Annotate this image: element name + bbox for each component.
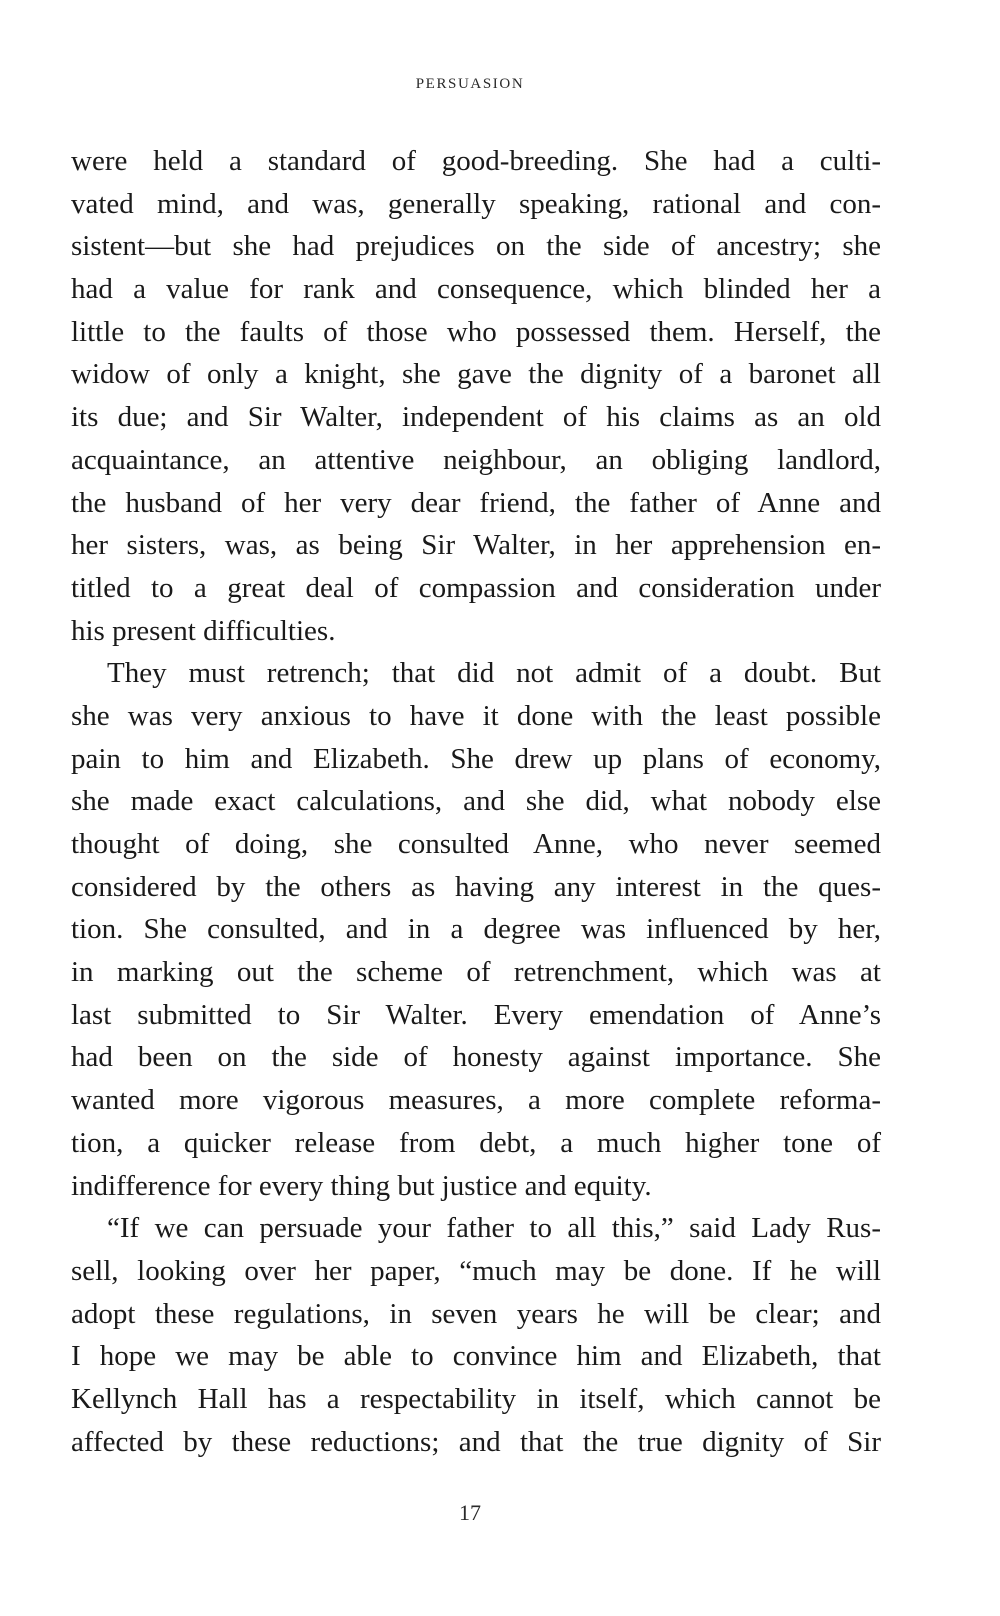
text-line: its due; and Sir Walter, independent of his claims as an old <box>71 401 881 434</box>
text-line: sell, looking over her paper, “much may be done. If he will <box>71 1254 881 1287</box>
text-line: wanted more vigorous measures, a more complete reforma- <box>71 1084 881 1117</box>
running-head: PERSUASION <box>415 76 525 92</box>
page-number: 17 <box>459 1500 481 1525</box>
text-line: affected by these reductions; and that the true dignity of Sir <box>71 1425 881 1458</box>
paragraph-start-line: They must retrench; that did not admit of a doubt. But <box>107 657 881 690</box>
text-line: considered by the others as having any interest in the ques- <box>71 870 881 903</box>
text-line: had been on the side of honesty against importance. She <box>71 1041 881 1074</box>
text-line: last submitted to Sir Walter. Every emendation of Anne’s <box>71 998 881 1031</box>
text-line: indifference for every thing but justice and equity. <box>71 1169 652 1202</box>
text-line: she made exact calculations, and she did, what nobody else <box>71 785 881 818</box>
text-line: adopt these regulations, in seven years he will be clear; and <box>71 1297 881 1330</box>
text-line: thought of doing, she consulted Anne, who never seemed <box>71 828 881 860</box>
text-line: her sisters, was, as being Sir Walter, in her apprehension en- <box>71 529 881 562</box>
text-line: titled to a great deal of compassion and consideration under <box>71 571 881 604</box>
text-line: vated mind, and was, generally speaking, rational and con- <box>71 187 881 220</box>
text-line: in marking out the scheme of retrenchment, which was at <box>71 956 881 989</box>
text-line: the husband of her very dear friend, the father of Anne and <box>71 486 881 519</box>
text-line: tion, a quicker release from debt, a much higher tone of <box>71 1126 881 1159</box>
text-line: I hope we may be able to convince him and Elizabeth, that <box>71 1340 881 1373</box>
text-line: little to the faults of those who possessed them. Herself, the <box>71 315 881 348</box>
paragraph-start-line: “If we can persuade your father to all this,” said Lady Rus- <box>107 1212 881 1245</box>
text-line: she was very anxious to have it done with the least possible <box>71 699 881 732</box>
text-line: sistent—but she had prejudices on the side of ancestry; she <box>71 230 881 263</box>
text-line: tion. She consulted, and in a degree was influenced by her, <box>71 913 881 946</box>
text-line: were held a standard of good-breeding. She had a culti- <box>71 145 881 177</box>
text-line: Kellynch Hall has a respectability in itself, which cannot be <box>71 1382 881 1415</box>
text-line: pain to him and Elizabeth. She drew up plans of economy, <box>71 742 881 775</box>
text-line: had a value for rank and consequence, which blinded her a <box>71 273 881 306</box>
text-line: his present difficulties. <box>71 614 336 647</box>
text-line: widow of only a knight, she gave the dignity of a baronet all <box>71 358 881 391</box>
text-line: acquaintance, an attentive neighbour, an obliging landlord, <box>71 443 881 476</box>
body-text <box>71 140 881 1463</box>
